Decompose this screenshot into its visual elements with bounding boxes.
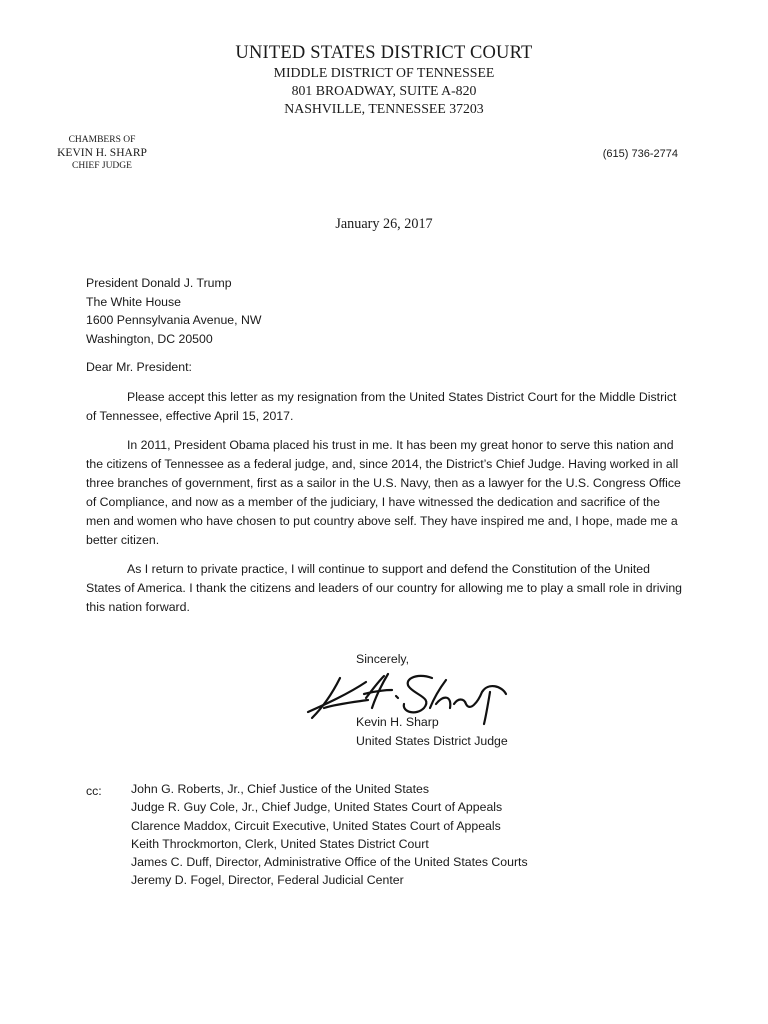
- cc-recipient: James C. Duff, Director, Administrative Office of the United States Courts: [131, 855, 528, 870]
- body-paragraph-2: In 2011, President Obama placed his trust in me. It has been my great honor to serve this nation and the citizens of Tennessee as a federal judge, and, since 2014, the District’s Chief Judge. Having worked in all three branches of government, first as a sailor in the U.S. Navy, then as a lawyer for the U.S. Congress Office of Compliance, and now as a member of the judiciary, I have witnessed the dedication and sacrifice of the men and women who have chosen to put country above self. They have inspired me and, I hope, made me a better citizen.: [86, 438, 681, 547]
- phone-number: (615) 736-2774: [602, 148, 678, 160]
- body-paragraph-1: Please accept this letter as my resignation from the United States District Court for the Middle District of Tennessee, effective April 15, 2017.: [86, 390, 677, 423]
- cc-recipient: John G. Roberts, Jr., Chief Justice of the United States: [131, 782, 430, 796]
- signer-name: Kevin H. Sharp: [356, 715, 439, 729]
- chambers-judge-title: CHIEF JUDGE: [72, 161, 132, 171]
- salutation: Dear Mr. President:: [86, 360, 192, 374]
- court-district: MIDDLE DISTRICT OF TENNESSEE: [273, 65, 495, 80]
- recipient-line-3: 1600 Pennsylvania Avenue, NW: [86, 313, 262, 327]
- letter-date: January 26, 2017: [335, 216, 433, 232]
- recipient-line-2: The White House: [86, 294, 182, 309]
- closing: Sincerely,: [356, 652, 410, 666]
- recipient-line-4: Washington, DC 20500: [86, 331, 213, 346]
- court-street-address: 801 BROADWAY, SUITE A-820: [291, 83, 477, 98]
- letter-body: [86, 388, 686, 627]
- letterhead: [0, 42, 768, 118]
- court-name: UNITED STATES DISTRICT COURT: [235, 43, 533, 63]
- chambers-block: [52, 134, 152, 172]
- recipient-line-1: President Donald J. Trump: [86, 276, 232, 290]
- court-city-address: NASHVILLE, TENNESSEE 37203: [284, 101, 484, 116]
- recipient-address: [86, 274, 261, 348]
- cc-recipient: Judge R. Guy Cole, Jr., Chief Judge, United States Court of Appeals: [131, 800, 503, 815]
- signer-block: [356, 713, 508, 751]
- cc-recipient: Jeremy D. Fogel, Director, Federal Judicial Center: [131, 873, 404, 888]
- chambers-label: CHAMBERS OF: [68, 135, 136, 145]
- cc-label: cc:: [86, 784, 102, 798]
- body-paragraph-3: As I return to private practice, I will continue to support and defend the Constitution of the United States of America. I thank the citizens and leaders of our country for allowing me to play a small role in driving this nation forward.: [86, 562, 683, 614]
- chambers-judge-name: KEVIN H. SHARP: [57, 147, 147, 159]
- cc-recipient: Clarence Maddox, Circuit Executive, United States Court of Appeals: [131, 818, 501, 833]
- cc-recipient: Keith Throckmorton, Clerk, United States District Court: [131, 836, 429, 851]
- cc-list: [131, 780, 528, 890]
- signer-title: United States District Judge: [356, 734, 508, 748]
